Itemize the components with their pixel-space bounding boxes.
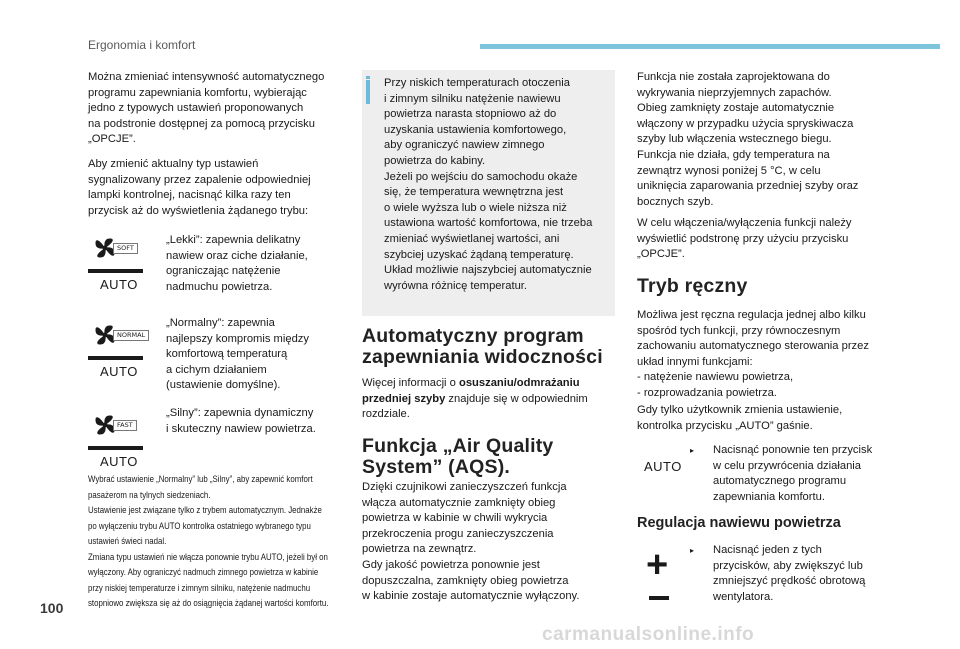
auto-indicator-bar [88,356,143,360]
info-icon [366,80,370,104]
auto-indicator-bar [88,446,143,450]
visibility-text-post: znajduje się w odpowiednim rozdziale. [362,392,588,421]
auto-button-label: AUTO [644,459,682,474]
visibility-paragraph [362,376,620,423]
visibility-bold: osuszaniu/odmrażaniu przedniej szyby [362,377,580,405]
mode-note: Wybrać ustawienie „Normalny” lub „Silny”, aby zapewnić komfort pasażerom na tylnych siedzeniach. Ustawienie jest związane tylko z trybem automatycznym. Jednakże po wyłączeniu trybu AUTO kontrolka ostatniego wybranego typu ustawień świeci nadal. Zmiana typu ustawień nie włącza ponownie trybu AUTO, jeżeli był on wyłączony. Aby ograniczyć nadmuch zimnego powietrza w kabinie przy niskiej temperaturze i zimnym silniku, natężenie nadmuchu stopniowo zwiększa się aż do osiągnięcia żądanej wartości komfortu. [88,474,329,609]
visibility-text-pre: Więcej informacji o [362,377,459,389]
section-header: Ergonomia i komfort [88,38,196,52]
plus-icon: + [646,544,669,586]
function-paragraph: Funkcja nie została zaprojektowana do wykrywania nieprzyjemnych zapachów. Obieg zamknięty zostaje automatycznie włączony w przypadku użycia spryskiwacza szyby lub włączenia wstecznego biegu. Funkcja nie działa, gdy temperatura na zewnątrz wynosi poniżej 5 °C, w celu uniknięcia zaparowania przedniej szyby oraz bocznych szyb. [637,71,859,208]
auto-restore-bullet: Nacisnąć ponownie ten przycisk w celu przywrócenia działania automatycznego programu zapewniania komfortu. [713,444,873,503]
auto-label: AUTO [100,454,138,469]
mode-normal-description: „Normalny”: zapewnia najlepszy kompromis między komfortową temperaturą a cichym działaniem (ustawienie domyślne). [166,317,309,392]
bullet-icon: ▸ [690,546,695,555]
mode-instruction-paragraph: Aby zmienić aktualny typ ustawień sygnalizowany przez zapalenie odpowiedniej lampki kontrolnej, nacisnąć kilka razy ten przycisk aż do wyświetlenia żądanego trybu: [88,158,311,217]
watermark: carmanualsonline.info [542,624,755,645]
mode-normal-tag: NORMAL [113,330,149,341]
mode-soft-tag: SOFT [113,243,138,254]
mode-soft-icon-group [88,233,158,293]
auto-label: AUTO [100,364,138,379]
manual-paragraph: Możliwa jest ręczna regulacja jednej albo kilku spośród tych funkcji, przy równoczesnym zachowaniu automatycznego sterowania przez układ innymi funkcjami: - natężenie nawiewu powietrza, - rozprowadzania powietrza. [637,309,869,399]
fan-speed-bullet: Nacisnąć jeden z tych przycisków, aby zwiększyć lub zmniejszyć prędkość obrotową wentylatora. [713,544,866,603]
heading-air-regulation: Regulacja nawiewu powietrza [637,515,841,531]
mode-fast-description: „Silny”: zapewnia dynamiczny i skuteczny nawiew powietrza. [166,407,316,435]
info-text: Przy niskich temperaturach otoczenia i zimnym silniku natężenie nawiewu powietrza narasta stopniowo aż do uzyskania ustawienia komfortowego, aby ograniczyć nawiew zimnego powietrza do kabiny. Jeżeli po wejściu do samochodu okaże się, że temperatura wewnętrzna jest o wiele wyższa lub o wiele niższa niż ustawiona wartość komfortowa, nie trzeba zmieniać wyświetlanej wartości, ani szybciej uzyskać żądaną temperaturę. Układ możliwie najszybciej automatycznie wyrówna różnicę temperatur. [384,77,593,292]
heading-aqs: Funkcja „Air Quality System” (AQS). [362,435,554,478]
heading-visibility: Automatyczny program zapewniania widoczności [362,325,603,368]
info-icon-dot [366,76,370,79]
auto-label: AUTO [100,277,138,292]
mode-soft-description: „Lekki”: zapewnia delikatny nawiew oraz ciche działanie, ograniczając natężenie nadmuchu powietrza. [166,234,308,293]
options-paragraph: W celu włączenia/wyłączenia funkcji należy wyświetlić podstronę przy użyciu przycisku „OPCJE”. [637,217,852,261]
header-accent-bar [480,44,940,49]
mode-fast-icon-group [88,410,158,470]
mode-fast-tag: FAST [113,420,137,431]
bullet-icon: ▸ [690,446,695,455]
intro-paragraph: Można zmieniać intensywność automatycznego programu zapewniania komfortu, wybierając jedno z typowych ustawień proponowanych na podstronie dostępnej za pomocą przycisku „OPCJE”. [88,71,325,146]
mode-normal-icon-group [88,320,158,380]
auto-off-paragraph: Gdy tylko użytkownik zmienia ustawienie, kontrolka przycisku „AUTO” gaśnie. [637,404,843,432]
minus-icon [649,596,669,600]
aqs-paragraph: Dzięki czujnikowi zanieczyszczeń funkcja włącza automatycznie zamknięty obieg powietrza w kabinie w chwili wykrycia przekroczenia progu zanieczyszczenia powietrza na zewnątrz. Gdy jakość powietrza ponownie jest dopuszczalna, zamknięty obieg powietrza w kabinie zostaje automatycznie wyłączony. [362,481,580,603]
heading-manual-mode: Tryb ręczny [637,275,748,297]
page-number: 100 [40,600,64,616]
auto-indicator-bar [88,269,143,273]
